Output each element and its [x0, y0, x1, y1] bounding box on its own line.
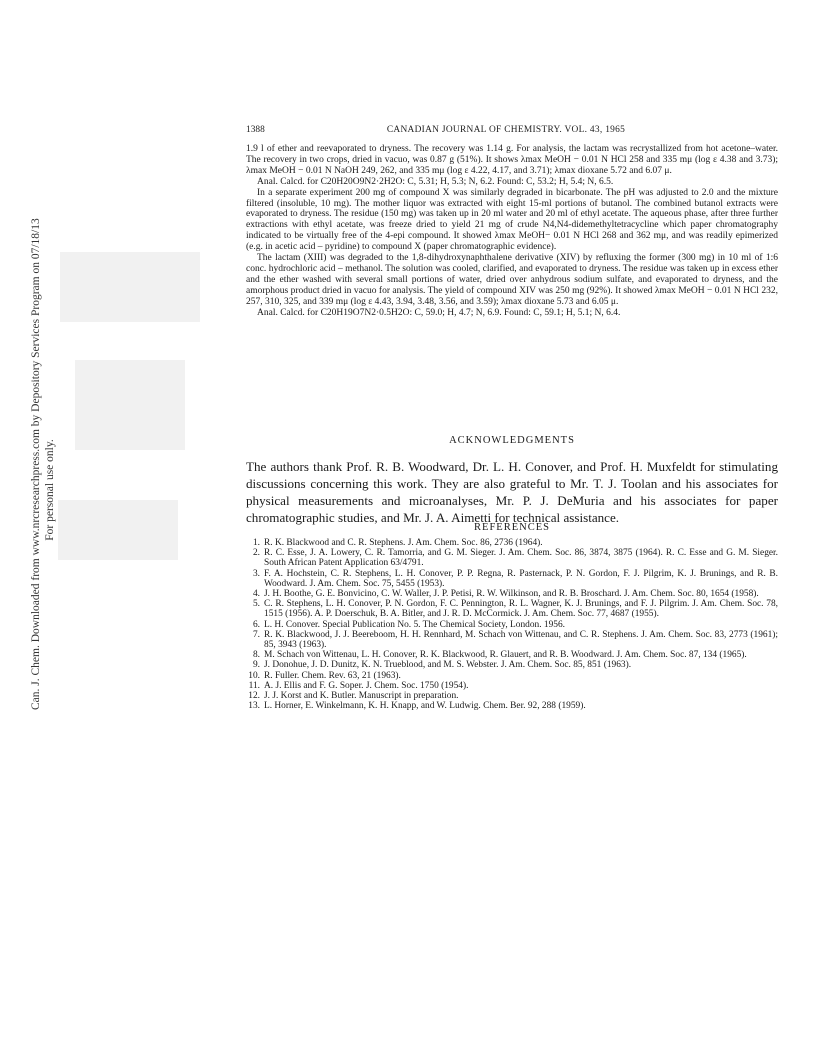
reference-item: [246, 671, 778, 681]
reference-number: 5.: [252, 599, 260, 610]
scan-artifact: [75, 360, 185, 450]
reference-text: C. R. Stephens, L. H. Conover, P. N. Gordon, F. C. Pennington, R. L. Wagner, K. J. Brunings, and F. J. Pilgrim. J. Am. Chem. Soc. 78, 1515 (1956). A. P. Doerschuk, B. A. Bitler, and J. R. D. McCormick. J. Am. Chem. Soc. 77, 4687 (1955).: [264, 599, 778, 620]
reference-text: L. Horner, E. Winkelmann, K. H. Knapp, and W. Ludwig. Chem. Ber. 92, 288 (1959).: [264, 701, 586, 712]
reference-text: R. K. Blackwood and C. R. Stephens. J. Am. Chem. Soc. 86, 2736 (1964).: [264, 538, 543, 548]
experimental-text: [246, 144, 778, 319]
reference-text: J. J. Korst and K. Butler. Manuscript in preparation.: [264, 691, 459, 702]
reference-number: 9.: [252, 660, 260, 671]
reference-list: [246, 538, 778, 711]
reference-item: [246, 589, 778, 599]
reference-text: A. J. Ellis and F. G. Soper. J. Chem. Soc. 1750 (1954).: [264, 680, 469, 691]
reference-number: 8.: [252, 650, 260, 661]
running-head: CANADIAN JOURNAL OF CHEMISTRY. VOL. 43, 1965: [386, 125, 626, 135]
reference-item: [246, 548, 778, 568]
watermark-line-2: For personal use only.: [44, 439, 56, 541]
reference-item: [246, 691, 778, 701]
reference-number: 3.: [252, 568, 260, 579]
reference-text: L. H. Conover. Special Publication No. 5. The Chemical Society, London. 1956.: [264, 619, 565, 630]
reference-text: M. Schach von Wittenau, L. H. Conover, R. K. Blackwood, R. Glauert, and R. B. Woodward. J. Am. Chem. Soc. 87, 134 (1965).: [264, 650, 747, 661]
acknowledgments-text: The authors thank Prof. R. B. Woodward, Dr. L. H. Conover, and Prof. H. Muxfeldt for stimulating discussions concerning this work. They are also grateful to Mr. T. J. Toolan and his associates for physical measurements and microanalyses, Mr. P. J. DeMuria and his associates for paper chromatographic studies, and Mr. J. A. Aimetti for technical assistance.: [246, 459, 778, 525]
reference-number: 11.: [248, 680, 260, 691]
analysis-line-1: Anal. Calcd. for C20H20O9N2·2H2O: C, 5.31; H, 5.3; N, 6.2. Found: C, 53.2; H, 5.4; N, 6.5.: [257, 176, 614, 187]
reference-item: [246, 538, 778, 548]
reference-item: [246, 599, 778, 619]
reference-item: [246, 630, 778, 650]
paragraph-separate-experiment: In a separate experiment 200 mg of compound X was similarly degraded in bicarbonate. The pH was adjusted to 2.0 and the mixture filtered (insoluble, 10 mg). The mother liquor was extracted with eight 15-ml portions of butanol. The combined butanol extracts were evaporated to dryness. The residue (150 mg) was taken up in 20 ml water and 20 ml of ethyl acetate. The aqueous phase, after three further extractions with ethyl acetate, was freeze dried to yield 21 mg of crude N4,N4-didemethyltetracycline which paper chromatography indicated to be virtually free of the 4-epi compound. It showed λmax MeOH− 0.01 N HCl 268 and 362 mμ, and was readily epimerized (e.g. in acetic acid – pyridine) to compound X (paper chromatographic evidence).: [246, 187, 778, 253]
scan-artifact: [58, 500, 178, 560]
reference-text: F. A. Hochstein, C. R. Stephens, L. H. Conover, P. P. Regna, R. Pasternack, P. N. Gordon, F. J. Pilgrim, K. J. Brunings, and R. B. Woodward. J. Am. Chem. Soc. 75, 5455 (1953).: [264, 568, 778, 589]
reference-number: 4.: [252, 589, 260, 600]
paragraph-lactam-degradation: The lactam (XIII) was degraded to the 1,8-dihydroxynaphthalene derivative (XIV) by refluxing the former (300 mg) in 10 ml of 1:6 conc. hydrochloric acid – methanol. The solution was cooled, clarified, and evaporated to dryness. The residue was taken up in excess ether and the ether washed with several small portions of water, dried over anhydrous sodium sulfate, and evaporated to dryness, and the amorphous product dried in vacuo for analysis. The yield of compound XIV was 250 mg (92%). It showed λmax MeOH − 0.01 N HCl 232, 257, 310, 325, and 339 mμ (log ε 4.43, 3.94, 3.48, 3.56, and 3.59); λmax dioxane 5.73 and 6.05 μ.: [246, 253, 778, 307]
reference-text: R. K. Blackwood, J. J. Beereboom, H. H. Rennhard, M. Schach von Wittenau, and C. R. Stephens. J. Am. Chem. Soc. 83, 2773 (1961); 85, 3943 (1963).: [264, 629, 778, 651]
acknowledgments-heading: ACKNOWLEDGMENTS: [449, 435, 575, 446]
scan-artifact: [60, 252, 200, 322]
reference-text: J. H. Boothe, G. E. Bonvicino, C. W. Waller, J. P. Petisi, R. W. Wilkinson, and R. B. Broschard. J. Am. Chem. Soc. 80, 1654 (1958).: [264, 589, 759, 600]
reference-number: 6.: [252, 619, 260, 630]
reference-item: [246, 701, 778, 711]
reference-text: R. C. Esse, J. A. Lowery, C. R. Tamorria, and G. M. Sieger. J. Am. Chem. Soc. 86, 3874, 3875 (1964). R. C. Esse and G. M. Sieger. South African Patent Application 63/4791.: [264, 548, 778, 569]
reference-number: 2.: [252, 548, 260, 559]
analysis-line-2: Anal. Calcd. for C20H19O7N2·0.5H2O: C, 59.0; H, 4.7; N, 6.9. Found: C, 59.1; H, 5.1; N, 6.4.: [257, 307, 621, 318]
reference-number: 1.: [252, 538, 260, 548]
watermark-text: [29, 218, 63, 710]
reference-number: 10.: [248, 670, 260, 681]
download-watermark: [12, 218, 56, 710]
reference-number: 12.: [248, 691, 260, 702]
paragraph-recovery: 1.9 l of ether and reevaporated to dryness. The recovery was 1.14 g. For analysis, the lactam was recrystallized from hot acetone–water. The recovery in two crops, dried in vacuo, was 0.87 g (51%). It shows λmax MeOH − 0.01 N HCl 258 and 335 mμ (log ε 4.38 and 3.73); λmax MeOH − 0.01 N NaOH 249, 262, and 335 mμ (log ε 4.22, 4.17, and 3.71); λmax dioxane 5.72 and 6.07 μ.: [246, 144, 778, 176]
reference-text: J. Donohue, J. D. Dunitz, K. N. Trueblood, and M. S. Webster. J. Am. Chem. Soc. 85, 851 (1963).: [264, 660, 632, 671]
page-number: 1388: [246, 125, 265, 135]
reference-text: R. Fuller. Chem. Rev. 63, 21 (1963).: [264, 670, 401, 681]
reference-item: [246, 660, 778, 670]
reference-number: 7.: [252, 629, 260, 640]
reference-item: [246, 681, 778, 691]
page-header: [246, 125, 766, 139]
references-heading: REFERENCES: [474, 522, 550, 533]
watermark-line-1: Can. J. Chem. Downloaded from www.nrcresearchpress.com by Depository Services Program on 07/18/13: [30, 218, 42, 710]
reference-item: [246, 569, 778, 589]
reference-item: [246, 650, 778, 660]
reference-item: [246, 620, 778, 630]
reference-number: 13.: [248, 701, 260, 712]
